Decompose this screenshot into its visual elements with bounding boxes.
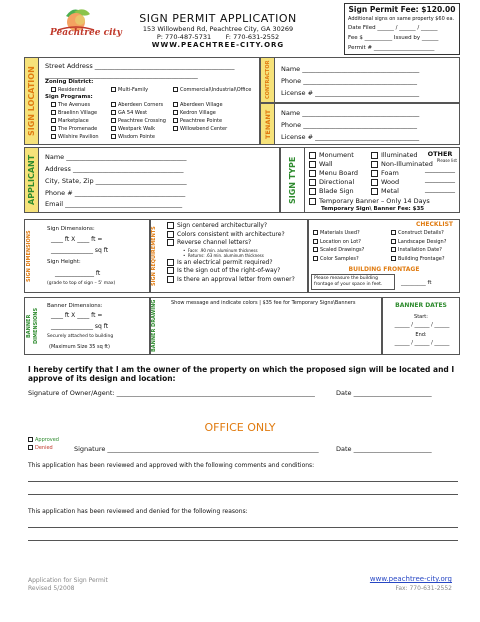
checklist-label: Construct Details?	[398, 230, 444, 236]
zoning-option-label: Commercial\Industrial\Office	[180, 87, 252, 93]
contractor-license-field[interactable]: License # ________________________________	[281, 89, 420, 97]
program-item[interactable]	[111, 101, 166, 109]
checkbox[interactable]	[111, 87, 116, 92]
checkbox[interactable]	[111, 126, 116, 131]
sign-type-section	[280, 147, 460, 213]
temporary-fee: Temporary Sign\ Banner Fee: $35	[321, 206, 425, 212]
programs-col-2	[111, 101, 166, 141]
contractor-label: CONTRACTOR	[265, 60, 271, 100]
checkbox[interactable]	[309, 198, 316, 205]
street-address-line2[interactable]: _______________________________________________	[45, 71, 198, 79]
program-item[interactable]	[111, 117, 166, 125]
checkbox[interactable]	[313, 247, 318, 252]
approved-comments-label: This application has been reviewed and approved with the following comments and conditions:	[28, 462, 315, 469]
building-frontage-title: BUILDING FRONTAGE	[348, 266, 420, 273]
checklist-item[interactable]	[391, 230, 446, 239]
banner-dimensions-ft[interactable]: ____ ft X ____ ft =	[51, 312, 103, 319]
banner-dimensions-sqft[interactable]: ______________ sq ft	[51, 323, 109, 330]
office-date-field[interactable]: Date ________________________	[336, 445, 432, 453]
fee-additional: Additional signs on same property $60 ea.	[348, 16, 455, 22]
other-line[interactable]: __________	[425, 166, 455, 173]
banner-max-note: (Maximum Size 35 sq ft)	[49, 344, 110, 350]
program-label: Braelinn Village	[58, 110, 98, 116]
program-item[interactable]	[51, 125, 99, 133]
checkbox[interactable]	[111, 134, 116, 139]
street-address-field[interactable]: Street Address ___________________________________________	[45, 62, 235, 70]
applicant-email-field[interactable]: Email ____________________________________	[45, 200, 183, 208]
checkbox[interactable]	[111, 118, 116, 123]
sign-height-field[interactable]: _____________ ft	[55, 270, 101, 277]
requirement-item[interactable]	[167, 259, 295, 268]
program-label: Marketplace	[58, 118, 89, 124]
program-label: Peachtree Crossing	[118, 118, 166, 124]
sign-requirements-section	[150, 219, 308, 293]
footer-revision: Revised 5/2008	[28, 585, 75, 592]
checkbox[interactable]	[51, 118, 56, 123]
footer-website-link[interactable]: www.peachtree-city.org	[369, 575, 452, 583]
program-item[interactable]	[51, 109, 99, 117]
other-label: OTHER	[427, 150, 453, 158]
checklist-label: Scaled Drawings?	[320, 247, 365, 253]
logo	[44, 6, 108, 48]
checklist-item[interactable]	[313, 239, 364, 248]
sign-dimensions-title: Sign Dimensions:	[47, 226, 95, 232]
tenant-phone-field[interactable]: Phone ___________________________________	[281, 121, 417, 129]
banner-dimensions-title: Banner Dimensions:	[47, 303, 103, 309]
checkbox[interactable]	[371, 152, 378, 159]
other-box	[421, 148, 459, 194]
contractor-section	[260, 57, 460, 103]
checkbox[interactable]	[173, 87, 178, 92]
header-phone: P: 770-487-5731	[156, 33, 212, 41]
sign-type-option-label: Blade Sign	[319, 187, 354, 195]
checklist-item[interactable]	[313, 256, 364, 265]
checklist-label: Location on Lot?	[320, 238, 361, 245]
peach-logo-icon	[44, 6, 108, 48]
header-fax: F: 770-631-2552	[225, 33, 280, 41]
checklist-label: Color Samples?	[320, 255, 359, 262]
checklist-label: Landscape Design?	[398, 238, 447, 245]
frontage-field[interactable]: _________ ft	[401, 280, 432, 286]
checkbox[interactable]	[28, 445, 33, 450]
checkbox[interactable]	[309, 161, 316, 168]
banner-dates-section	[382, 297, 460, 355]
program-item[interactable]	[51, 101, 99, 109]
frontage-note-1: Please measure the building	[314, 276, 378, 281]
face-note-text: Face: .90 min. aluminum thickness	[187, 247, 258, 253]
checkbox[interactable]	[309, 179, 316, 186]
checkbox[interactable]	[391, 239, 396, 244]
program-label: GA 54 West	[118, 110, 148, 116]
requirement-label: Is an electrical permit required?	[177, 258, 273, 266]
approved-comment-line[interactable]	[28, 481, 458, 482]
sign-type-option[interactable]	[309, 160, 358, 169]
checkbox[interactable]	[313, 230, 318, 235]
checkbox[interactable]	[111, 102, 116, 107]
checklist-item[interactable]	[313, 247, 364, 256]
fee-box	[344, 3, 460, 55]
checkbox[interactable]	[391, 230, 396, 235]
checklist-label: Installation Date?	[398, 247, 442, 253]
header-phone-row	[118, 33, 318, 41]
checkbox[interactable]	[371, 161, 378, 168]
office-signature-field[interactable]: Signature _________________________________________________________________	[74, 445, 319, 453]
page-title: SIGN PERMIT APPLICATION	[139, 12, 297, 25]
applicant-address-field[interactable]: Address __________________________________	[45, 165, 184, 173]
logo-text: Peachtree city	[50, 28, 122, 38]
applicant-city-field[interactable]: City, State, Zip ____________________________	[45, 177, 187, 185]
sign-location-section	[24, 57, 260, 145]
banner-end-label: End:	[415, 332, 427, 338]
applicant-name-field[interactable]: Name _____________________________________	[45, 153, 187, 161]
requirement-label: Colors consistent with architecture?	[177, 230, 285, 238]
header-website: WWW.PEACHTREE-CITY.ORG	[151, 41, 285, 49]
other-line[interactable]: __________	[425, 176, 455, 183]
approved-comment-line[interactable]	[28, 494, 458, 495]
checkbox[interactable]	[28, 437, 33, 442]
banner-secure-note: Securely attached to building	[47, 334, 114, 339]
requirement-label: Sign centered architecturally?	[177, 222, 268, 229]
program-item[interactable]	[173, 125, 227, 133]
checkbox[interactable]	[167, 222, 174, 229]
denied-reasons-label: This application has been reviewed and denied for the following reasons:	[28, 508, 248, 515]
sign-type-option[interactable]	[309, 169, 358, 178]
sign-dimensions-sqft[interactable]: ______________ sq ft	[51, 247, 109, 254]
certify-statement: I hereby certify that I am the owner of the property on which the proposed sign will be located and I approve of its design and location:	[28, 365, 455, 383]
requirement-item[interactable]	[167, 267, 295, 276]
checkbox[interactable]	[167, 231, 174, 238]
owner-signature-field[interactable]: Signature of Owner/Agent: _____________________________________________________________	[28, 389, 315, 397]
tenant-license-field[interactable]: License # ________________________________	[281, 133, 420, 141]
sign-type-label: SIGN TYPE	[288, 156, 297, 204]
sign-type-option-label: Monument	[319, 151, 354, 159]
approved-label: Approved	[35, 437, 59, 443]
checkbox[interactable]	[111, 110, 116, 115]
zoning-option-label: Multi-Family	[118, 87, 149, 93]
checkbox[interactable]	[173, 102, 178, 107]
requirement-item[interactable]	[167, 276, 295, 285]
denied-reason-line[interactable]	[28, 527, 458, 528]
frontage-note-box	[311, 274, 395, 290]
checkbox[interactable]	[173, 118, 178, 123]
checkbox[interactable]	[371, 179, 378, 186]
temporary-banner-option[interactable]	[309, 197, 430, 205]
programs-col-3	[173, 101, 227, 133]
checklist-section	[308, 219, 460, 293]
zoning-option-label: Residential	[58, 87, 86, 93]
program-label: The Avenues	[58, 102, 91, 108]
zoning-option-2[interactable]	[173, 86, 251, 93]
program-item[interactable]	[111, 133, 166, 141]
banner-drawing-section[interactable]	[150, 297, 382, 355]
sign-type-option-label: Illuminated	[381, 151, 418, 159]
program-label: Westpark Walk	[118, 126, 156, 132]
requirement-label: Is the sign out of the right-of-way?	[177, 267, 281, 274]
applicant-label: APPLICANT	[27, 154, 36, 206]
footer-fax: Fax: 770-631-2552	[395, 585, 452, 592]
banner-dimensions-section	[24, 297, 150, 355]
fee-amount[interactable]: Fee $ __________ Issued by ______	[348, 35, 439, 41]
sign-type-option[interactable]	[309, 187, 358, 196]
requirements-list	[167, 222, 295, 284]
program-label: Wilshire Pavilion	[58, 134, 99, 140]
program-item[interactable]	[173, 109, 227, 117]
denied-reason-line[interactable]	[28, 540, 458, 541]
checkbox[interactable]	[167, 267, 174, 274]
tenant-section	[260, 103, 460, 145]
tenant-label: TENANT	[264, 109, 272, 139]
face-note: • Face: .90 min. aluminum thickness	[183, 247, 258, 253]
program-label: Willowbend Center	[180, 126, 228, 132]
program-label: Peachtree Pointe	[180, 118, 223, 124]
checkbox[interactable]	[309, 170, 316, 177]
checkbox[interactable]	[167, 276, 174, 283]
sign-height-note: (grade to top of sign – 5' max)	[47, 281, 116, 286]
sign-type-option-label: Menu Board	[319, 169, 359, 177]
sign-type-option-label: Wall	[319, 160, 333, 168]
program-item[interactable]	[111, 125, 166, 133]
checkbox[interactable]	[391, 256, 396, 261]
checkbox[interactable]	[309, 152, 316, 159]
checkbox[interactable]	[371, 188, 378, 195]
zoning-option-1[interactable]	[111, 86, 148, 93]
checklist-item[interactable]	[391, 256, 446, 265]
programs-col-1	[51, 101, 99, 141]
requirement-item[interactable]	[167, 231, 295, 240]
header-address: 153 Willowbend Rd, Peachtree City, GA 30269	[142, 25, 294, 33]
banner-drawing-label: BANNER DRAWING	[151, 299, 157, 353]
sign-location-label: SIGN LOCATION	[27, 66, 36, 136]
requirement-label: Reverse channel letters?	[177, 239, 252, 246]
checkbox[interactable]	[309, 188, 316, 195]
checkbox[interactable]	[313, 239, 318, 244]
checkbox[interactable]	[51, 87, 56, 92]
program-label: The Promenade	[58, 126, 98, 132]
sign-type-option-label: Non-Illuminated	[381, 160, 433, 168]
sign-type-option-label: Wood	[381, 178, 400, 186]
checkbox[interactable]	[167, 239, 174, 246]
owner-date-field[interactable]: Date ________________________	[336, 389, 432, 397]
zoning-option-0[interactable]	[51, 86, 86, 93]
checkbox[interactable]	[391, 247, 396, 252]
checklist-label: Building Frontage?	[398, 255, 445, 262]
other-note: Please list	[436, 158, 457, 163]
program-label: Kedron Village	[180, 110, 216, 116]
program-item[interactable]	[173, 117, 227, 125]
sign-type-option[interactable]	[309, 178, 358, 187]
frontage-note-2: frontage of your space in feet.	[314, 282, 383, 287]
checkbox[interactable]	[51, 102, 56, 107]
program-label: Wisdom Pointe	[118, 134, 156, 140]
returns-note: • Returns: .63 min. aluminum thickness	[183, 252, 264, 258]
sign-type-option[interactable]	[309, 151, 358, 160]
sign-height-label: Sign Height:	[47, 259, 81, 265]
zoning-label: Zoning District:	[45, 79, 94, 85]
footer-form-name: Application for Sign Permit	[28, 577, 108, 584]
checklist-label: Materials Used?	[320, 230, 360, 236]
banner-dates-title: BANNER DATES	[395, 302, 447, 309]
contractor-phone-field[interactable]: Phone ___________________________________	[281, 77, 417, 85]
checklist-col-1	[313, 230, 364, 264]
office-only-title: OFFICE ONLY	[204, 421, 276, 434]
denied-label: Denied	[35, 445, 53, 451]
banner-start-label: Start:	[414, 314, 428, 320]
checkbox[interactable]	[51, 134, 56, 139]
tenant-name-field[interactable]: Name ____________________________________	[281, 109, 420, 117]
sign-dimensions-section	[24, 219, 150, 293]
sign-requirements-label: SIGN REQUIREMENTS	[151, 226, 157, 286]
applicant-phone-field[interactable]: Phone # __________________________________	[45, 189, 186, 197]
checklist-item[interactable]	[391, 239, 446, 248]
returns-note-text: Returns: .63 min. aluminum thickness	[187, 252, 264, 258]
banner-dimensions-label: BANNER DIMENSIONS	[26, 307, 39, 345]
program-item[interactable]	[173, 101, 227, 109]
program-label: Aberdeen Village	[180, 102, 223, 108]
program-label: Aberdeen Corners	[118, 102, 164, 108]
program-item[interactable]	[111, 109, 166, 117]
checkbox[interactable]	[51, 126, 56, 131]
program-item[interactable]	[51, 133, 99, 141]
sign-type-col-1	[309, 151, 358, 196]
sign-type-option-label: Foam	[381, 169, 399, 177]
sign-type-option-label: Directional	[319, 178, 355, 186]
requirement-item[interactable]	[167, 222, 295, 231]
requirement-item[interactable]	[167, 239, 295, 248]
program-item[interactable]	[51, 117, 99, 125]
sign-type-option-label: Metal	[381, 187, 399, 195]
checkbox[interactable]	[51, 110, 56, 115]
programs-label: Sign Programs:	[45, 94, 93, 100]
applicant-section	[24, 147, 280, 213]
checklist-col-2	[391, 230, 446, 264]
checklist-item[interactable]	[313, 230, 364, 239]
approved-option[interactable]	[28, 437, 59, 443]
checkbox[interactable]	[173, 126, 178, 131]
checkbox[interactable]	[167, 259, 174, 266]
other-line[interactable]: __________	[425, 186, 455, 193]
banner-start-field[interactable]: ______ / ______ / ______	[394, 322, 450, 328]
sign-dimensions-ft[interactable]: ____ ft X ____ ft =	[51, 236, 103, 243]
contractor-name-field[interactable]: Name ____________________________________	[281, 65, 420, 73]
banner-end-field[interactable]: ______ / ______ / ______	[394, 340, 450, 346]
temporary-banner-label: Temporary Banner – Only 14 Days	[319, 197, 430, 205]
fee-title: Sign Permit Fee: $120.00	[348, 5, 456, 14]
denied-option[interactable]	[28, 445, 53, 451]
requirement-label: Is there an approval letter from owner?	[177, 275, 295, 283]
fee-date-filed[interactable]: Date Filed ______ / ______ / ______	[348, 25, 438, 31]
sign-dimensions-label: SIGN DIMENSIONS	[26, 230, 32, 282]
fee-permit[interactable]: Permit # ______________________	[348, 45, 435, 51]
checkbox[interactable]	[313, 256, 318, 261]
checklist-title: CHECKLIST	[415, 221, 453, 228]
checkbox[interactable]	[173, 110, 178, 115]
banner-drawing-note: Show message and indicate colors | $35 fee for Temporary Signs\Banners	[171, 300, 356, 306]
checkbox[interactable]	[371, 170, 378, 177]
checklist-item[interactable]	[391, 247, 446, 256]
